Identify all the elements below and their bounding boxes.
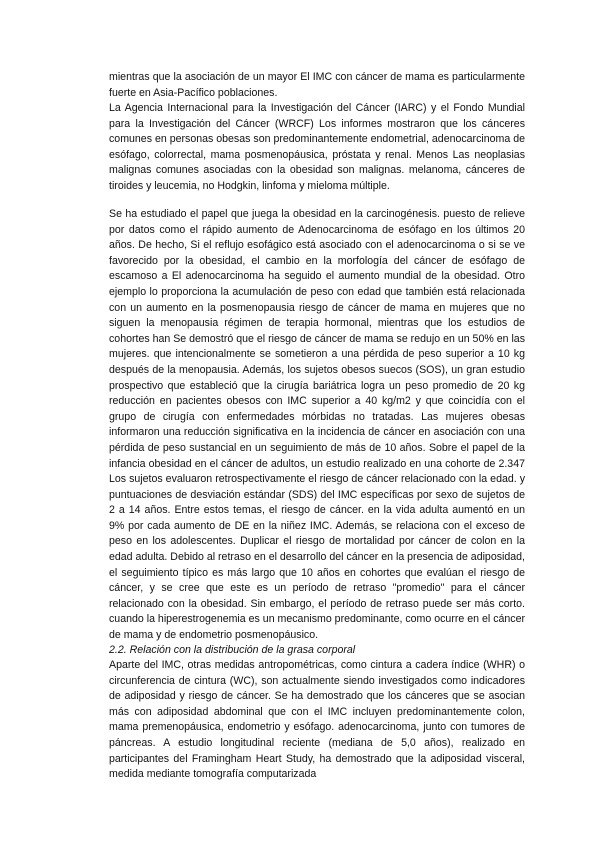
paragraph-body-fat-distribution: Aparte del IMC, otras medidas antropométricas, como cintura a cadera índice (WHR) o circunferencia de cintura (WC), son actualmente siendo investigados como indicadores de adiposidad y riesgo de cáncer. Se ha demostrado que los cánceres que se asocian más con adiposidad abdominal que con el IMC incluyen predominantemente colon, mama premenopáusica, endometrio y esófago. adenocarcinoma, junto con tumores de páncreas. A estudio longitudinal reciente (mediana de 5,0 años), realizado en participantes del Framingham Heart Study, ha demostrado que la adiposidad visceral, medida mediante tomografía computarizada	[109, 659, 525, 781]
section-heading: 2.2. Relación con la distribución de la grasa corporal	[109, 644, 356, 656]
paragraph-carcinogenesis: Se ha estudiado el papel que juega la obesidad en la carcinogénesis. puesto de relieve por datos como el rápido aumento de Adenocarcinoma de esófago en los últimos 20 años. De hecho, Si el reflujo esofágico está asociado con el adenocarcinoma o si se ve favorecido por la obesidad, el cambio en la morfología del cáncer de esófago de escamoso a El adenocarcinoma ha seguido el aumento mundial de la obesidad. Otro ejemplo lo proporciona la acumulación de peso con edad que también está relacionada con un aumento en la posmenopausia riesgo de cáncer de mama en mujeres que no siguen la menopausia régimen de terapia hormonal, mientras que los estudios de cohortes han Se demostró que el riesgo de cáncer de mama se redujo en un 50% en las mujeres. que intencionalmente se sometieron a una pérdida de peso superior a 10 kg después de la menopausia. Además, los sujetos obesos suecos (SOS), un gran estudio prospectivo que estableció que la cirugía bariátrica logra un peso promedio de 20 kg reducción en pacientes obesos con IMC superior a 40 kg/m2 y que coincidía con el grupo de cirugía con enfermedades mórbidas no tratadas. Las mujeres obesas informaron una reducción significativa en la incidencia de cáncer en asociación con una pérdida de peso sustancial en un seguimiento de más de 10 años. Sobre el papel de la infancia obesidad en el cáncer de adultos, un estudio realizado en una cohorte de 2.347 Los sujetos evaluaron retrospectivamente el riesgo de cáncer relacionado con la edad. y puntuaciones de desviación estándar (SDS) del IMC específicas por sexo de sujetos de 2 a 14 años. Entre estos temas, el riesgo de cáncer. en la vida adulta aumentó en un 9% por cada aumento de DE en la niñez IMC. Además, se relaciona con el exceso de peso en los adolescentes. Duplicar el riesgo de mortalidad por cáncer de colon en la edad adulta. Debido al retraso en el desarrollo del cáncer en la presencia de adiposidad, el seguimiento típico es más largo que 10 años en cohortes que evalúan el riesgo de cáncer, y se cree que este es un período de retraso "promedio" para el cáncer relacionado con la obesidad. Sin embargo, el período de retraso puede ser más corto. cuando la hiperestrogenemia es un mecanismo predominante, como ocurre en el cáncer de mama y de endometrio posmenopáusico.	[109, 208, 525, 642]
paragraph-asia-pacific: mientras que la asociación de un mayor El IMC con cáncer de mama es particularmente fuerte en Asia-Pacífico poblaciones.	[109, 71, 525, 99]
paragraph-iarc-wcrf: La Agencia Internacional para la Investigación del Cáncer (IARC) y el Fondo Mundial para la Investigación del Cáncer (WRCF) Los informes mostraron que los cánceres comunes en personas obesas son predominantemente endometrial, adenocarcinoma de esófago, colorrectal, mama posmenopáusica, próstata y renal. Menos Las neoplasias malignas comunes asociadas con la obesidad son malignas. melanoma, cánceres de tiroides y leucemia, no Hodgkin, linfoma y mieloma múltiple.	[109, 102, 525, 192]
